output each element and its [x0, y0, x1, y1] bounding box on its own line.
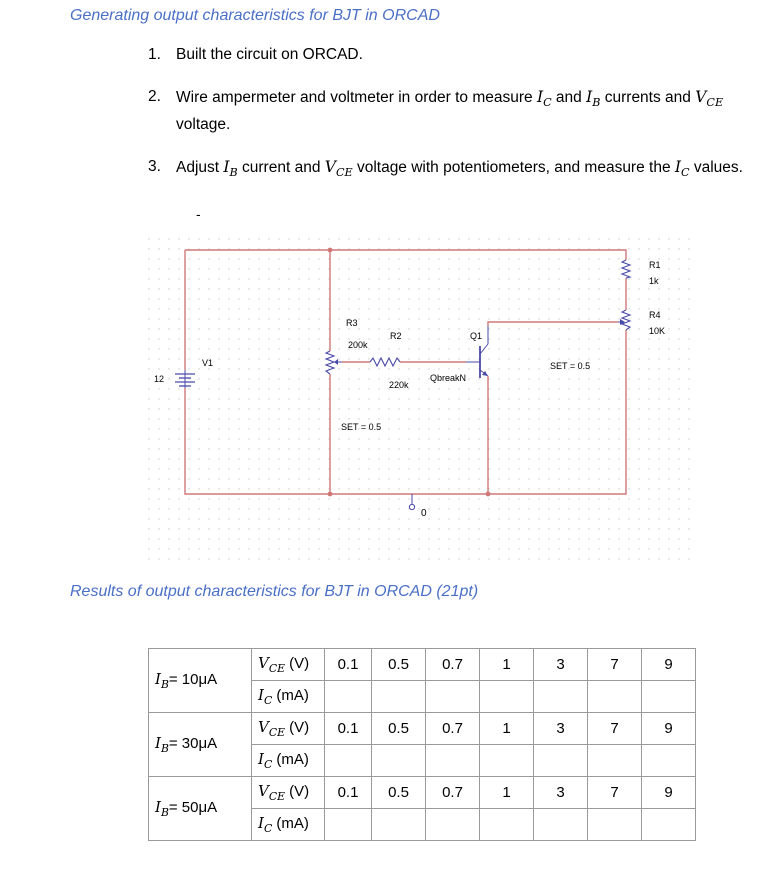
ic-symbol: $I_C$ [536, 88, 552, 109]
step-text-pre: Adjust [176, 158, 224, 176]
r2-value: 220k [389, 380, 409, 390]
ic-input-cell[interactable] [480, 809, 534, 841]
table-cell: 0.5 [372, 713, 426, 745]
table-cell: 0.1 [325, 713, 372, 745]
ic-input-cell[interactable] [642, 809, 696, 841]
ic-input-cell[interactable] [325, 681, 372, 713]
ic-input-cell[interactable] [642, 681, 696, 713]
table-cell: 0.5 [372, 649, 426, 681]
table-cell: 9 [642, 777, 696, 809]
ib-cell: $I_B= 30\mu A$ [149, 713, 252, 777]
table-cell: 7 [588, 777, 642, 809]
ground-label: 0 [421, 508, 427, 519]
step-text: Built the circuit on ORCAD. [176, 46, 363, 63]
table-cell: 0.5 [372, 777, 426, 809]
v1-value: 12 [154, 374, 165, 384]
ic-input-cell[interactable] [534, 681, 588, 713]
step-text-mid2: voltage with potentiometers, and measure the [352, 158, 675, 176]
step-text-post: values. [689, 158, 743, 176]
ic-input-cell[interactable] [588, 809, 642, 841]
steps-list [148, 44, 758, 204]
table-cell: 0.7 [426, 777, 480, 809]
ic-input-cell[interactable] [588, 681, 642, 713]
ib-symbol: $I_B$ [223, 157, 238, 179]
r3-name: R3 [346, 318, 358, 328]
table-cell: 7 [588, 649, 642, 681]
table-cell: 3 [534, 777, 588, 809]
ic-input-cell[interactable] [426, 745, 480, 777]
step-2 [148, 86, 758, 136]
ic-input-cell[interactable] [480, 745, 534, 777]
table-cell: 0.1 [325, 649, 372, 681]
ic-label: $I_C$ (mA) [252, 681, 325, 713]
table-cell: 1 [480, 777, 534, 809]
step-number: 3. [148, 157, 161, 175]
step-text-mid2: currents and [600, 89, 696, 106]
table-row [149, 777, 696, 809]
r4-name: R4 [649, 310, 661, 320]
ic-input-cell[interactable] [325, 745, 372, 777]
ic-input-cell[interactable] [588, 745, 642, 777]
r1-name: R1 [649, 260, 661, 270]
r2-name: R2 [390, 331, 402, 341]
step-number: 1. [148, 46, 161, 63]
table-cell: 9 [642, 649, 696, 681]
vce-label: $V_{CE}$ (V) [252, 777, 325, 809]
table-cell: 1 [480, 649, 534, 681]
ic-input-cell[interactable] [426, 809, 480, 841]
ic-input-cell[interactable] [480, 681, 534, 713]
results-table [148, 648, 696, 841]
vce-symbol: $V_{CE}$ [324, 157, 353, 179]
section-heading-generating: Generating output characteristics for BJT in ORCAD [70, 7, 440, 24]
ic-input-cell[interactable] [372, 681, 426, 713]
step-text-post: voltage. [176, 115, 231, 133]
ic-input-cell[interactable] [426, 681, 480, 713]
step-text-mid: current and [237, 158, 325, 176]
table-row [149, 713, 696, 745]
vce-label: $V_{CE}$ (V) [252, 713, 325, 745]
table-cell: 3 [534, 649, 588, 681]
ic-input-cell[interactable] [325, 809, 372, 841]
table-cell: 0.1 [325, 777, 372, 809]
step-text-pre: Wire ampermeter and voltmeter in order to measure [176, 89, 537, 106]
ic-input-cell[interactable] [372, 809, 426, 841]
orcad-schematic [148, 238, 694, 564]
table-cell: 1 [480, 713, 534, 745]
ic-symbol: $I_C$ [674, 157, 690, 179]
table-row [149, 649, 696, 681]
table-cell: 0.7 [426, 649, 480, 681]
table-cell: 7 [588, 713, 642, 745]
r4-value: 10K [649, 326, 666, 336]
ic-label: $I_C$ (mA) [252, 745, 325, 777]
ic-label: $I_C$ (mA) [252, 809, 325, 841]
step-1 [148, 44, 758, 66]
ic-input-cell[interactable] [642, 745, 696, 777]
ic-input-cell[interactable] [534, 745, 588, 777]
ib-symbol: $I_B$ [586, 88, 601, 109]
ic-input-cell[interactable] [372, 745, 426, 777]
r3-value: 200k [348, 340, 368, 350]
table-cell: 0.7 [426, 713, 480, 745]
q1-name: Q1 [470, 331, 483, 341]
ib-cell: $I_B= 10\mu A$ [149, 649, 252, 713]
stray-dash: - [196, 206, 201, 222]
v1-name: V1 [202, 358, 214, 368]
r1-value: 1k [649, 276, 659, 286]
set-left: SET = 0.5 [341, 422, 382, 432]
step-3 [148, 156, 758, 184]
step-text-mid: and [551, 89, 587, 106]
table-cell: 9 [642, 713, 696, 745]
vce-symbol: $V_{CE}$ [695, 88, 724, 109]
section-heading-results: Results of output characteristics for BJT in ORCAD (21pt) [70, 583, 479, 600]
set-right: SET = 0.5 [550, 361, 591, 371]
ib-cell: $I_B= 50\mu A$ [149, 777, 252, 841]
table-cell: 3 [534, 713, 588, 745]
vce-label: $V_{CE}$ (V) [252, 649, 325, 681]
step-number: 2. [148, 88, 161, 105]
ic-input-cell[interactable] [534, 809, 588, 841]
q1-model: QbreakN [430, 373, 467, 383]
